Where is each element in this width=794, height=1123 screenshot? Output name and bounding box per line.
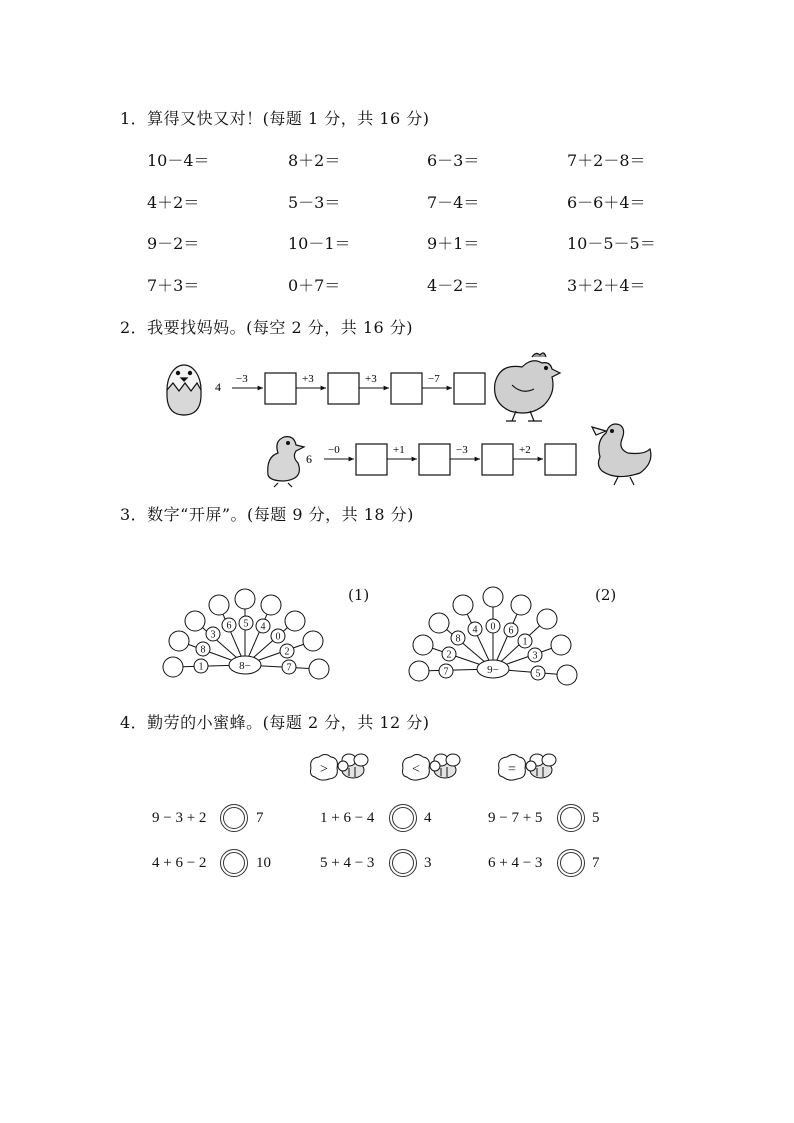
fan1-label: (1): [348, 586, 370, 604]
fan2-number: 3: [532, 650, 538, 662]
fan2-number: 7: [443, 666, 449, 678]
compare-circle[interactable]: [557, 804, 585, 832]
compare-left: 5 + 4 − 3: [320, 855, 375, 871]
answer-box[interactable]: [482, 444, 513, 475]
fan2-number: 8: [455, 633, 461, 645]
fan1-number: 7: [286, 662, 292, 674]
answer-box[interactable]: [391, 373, 422, 404]
fan1-number: 6: [226, 620, 232, 632]
fan2-number: 6: [508, 625, 514, 637]
q2-diagram: [150, 345, 670, 490]
fan2-number: 4: [472, 624, 478, 636]
fan2-center: 9−: [487, 664, 499, 676]
q3-fans: [155, 585, 595, 695]
chain2-op: −3: [456, 444, 468, 456]
compare-left: 9 − 3 + 2: [152, 810, 207, 826]
duck-icon: [592, 424, 651, 485]
compare-right: 5: [592, 810, 600, 826]
q1-equation: 3＋2＋4＝: [567, 276, 646, 295]
q1-equation: 6－3＝: [427, 151, 480, 170]
compare-left: 4 + 6 − 2: [152, 855, 207, 871]
answer-box[interactable]: [328, 373, 359, 404]
q1-equation: 7＋2－8＝: [567, 151, 646, 170]
compare-right: 3: [424, 855, 432, 871]
answer-box[interactable]: [454, 373, 485, 404]
compare-right: 7: [592, 855, 600, 871]
chick-egg-icon: [167, 365, 201, 415]
fan1-number: 5: [243, 618, 249, 630]
chain1-op: +3: [365, 373, 377, 385]
q1-equation: 10－4＝: [147, 151, 210, 170]
q1-equation: 0＋7＝: [288, 276, 341, 295]
compare-left: 6 + 4 − 3: [488, 855, 543, 871]
fan1-number: 2: [284, 646, 290, 658]
bee-symbol: >: [320, 762, 328, 777]
fan1-number: 4: [260, 621, 266, 633]
q1-equation: 9－2＝: [147, 234, 200, 253]
chain1-start: 4: [215, 380, 221, 394]
fan2-number: 2: [446, 649, 452, 661]
compare-right: 10: [256, 855, 271, 871]
q1-equation: 9＋1＝: [427, 234, 480, 253]
compare-circle[interactable]: [389, 804, 417, 832]
chain2-start: 6: [306, 452, 312, 466]
q3-title: 3．数字“开屏”。(每题 9 分，共 18 分): [120, 505, 414, 524]
fan2-number: 5: [535, 668, 541, 680]
q1-equation: 5－3＝: [288, 193, 341, 212]
chain2-op: −0: [328, 444, 340, 456]
compare-right: 4: [424, 810, 432, 826]
bee-symbol: =: [508, 762, 516, 777]
answer-box[interactable]: [545, 444, 576, 475]
fan2-label: (2): [595, 586, 617, 604]
chain1-op: −7: [428, 373, 440, 385]
compare-left: 9 − 7 + 5: [488, 810, 543, 826]
q1-equation: 7－4＝: [427, 193, 480, 212]
q1-equation: 7＋3＝: [147, 276, 200, 295]
chain1-op: −3: [236, 373, 248, 385]
chain1-op: +3: [302, 373, 314, 385]
q1-title: 1．算得又快又对！(每题 1 分，共 16 分): [120, 109, 430, 128]
fan1-number: 8: [200, 644, 206, 656]
answer-box[interactable]: [265, 373, 296, 404]
fan2-number: 0: [490, 621, 496, 633]
compare-right: 7: [256, 810, 264, 826]
duckling-icon: [268, 437, 304, 487]
q1-equation: 10－1＝: [288, 234, 351, 253]
compare-circle[interactable]: [220, 849, 248, 877]
hen-icon: [495, 353, 560, 421]
fan1-number: 3: [210, 629, 216, 641]
fan2-number: 1: [522, 636, 528, 648]
compare-left: 1 + 6 − 4: [320, 810, 375, 826]
q1-equation: 4－2＝: [427, 276, 480, 295]
bee-legend: [305, 748, 595, 788]
q1-equation: 4＋2＝: [147, 193, 200, 212]
fan1-number: 1: [198, 661, 204, 673]
q1-equation: 8＋2＝: [288, 151, 341, 170]
answer-box[interactable]: [419, 444, 450, 475]
q2-title: 2．我要找妈妈。(每空 2 分，共 16 分): [120, 318, 414, 337]
q4-title: 4．勤劳的小蜜蜂。(每题 2 分，共 12 分): [120, 713, 430, 732]
compare-circle[interactable]: [557, 849, 585, 877]
q1-equation: 10－5－5＝: [567, 234, 656, 253]
fan1-center: 8−: [239, 660, 251, 672]
chain2-op: +1: [393, 444, 405, 456]
bee-symbol: <: [412, 762, 420, 777]
fan1-number: 0: [275, 631, 281, 643]
compare-circle[interactable]: [220, 804, 248, 832]
compare-circle[interactable]: [389, 849, 417, 877]
q1-equation: 6－6＋4＝: [567, 193, 646, 212]
answer-box[interactable]: [356, 444, 387, 475]
chain2-op: +2: [519, 444, 531, 456]
